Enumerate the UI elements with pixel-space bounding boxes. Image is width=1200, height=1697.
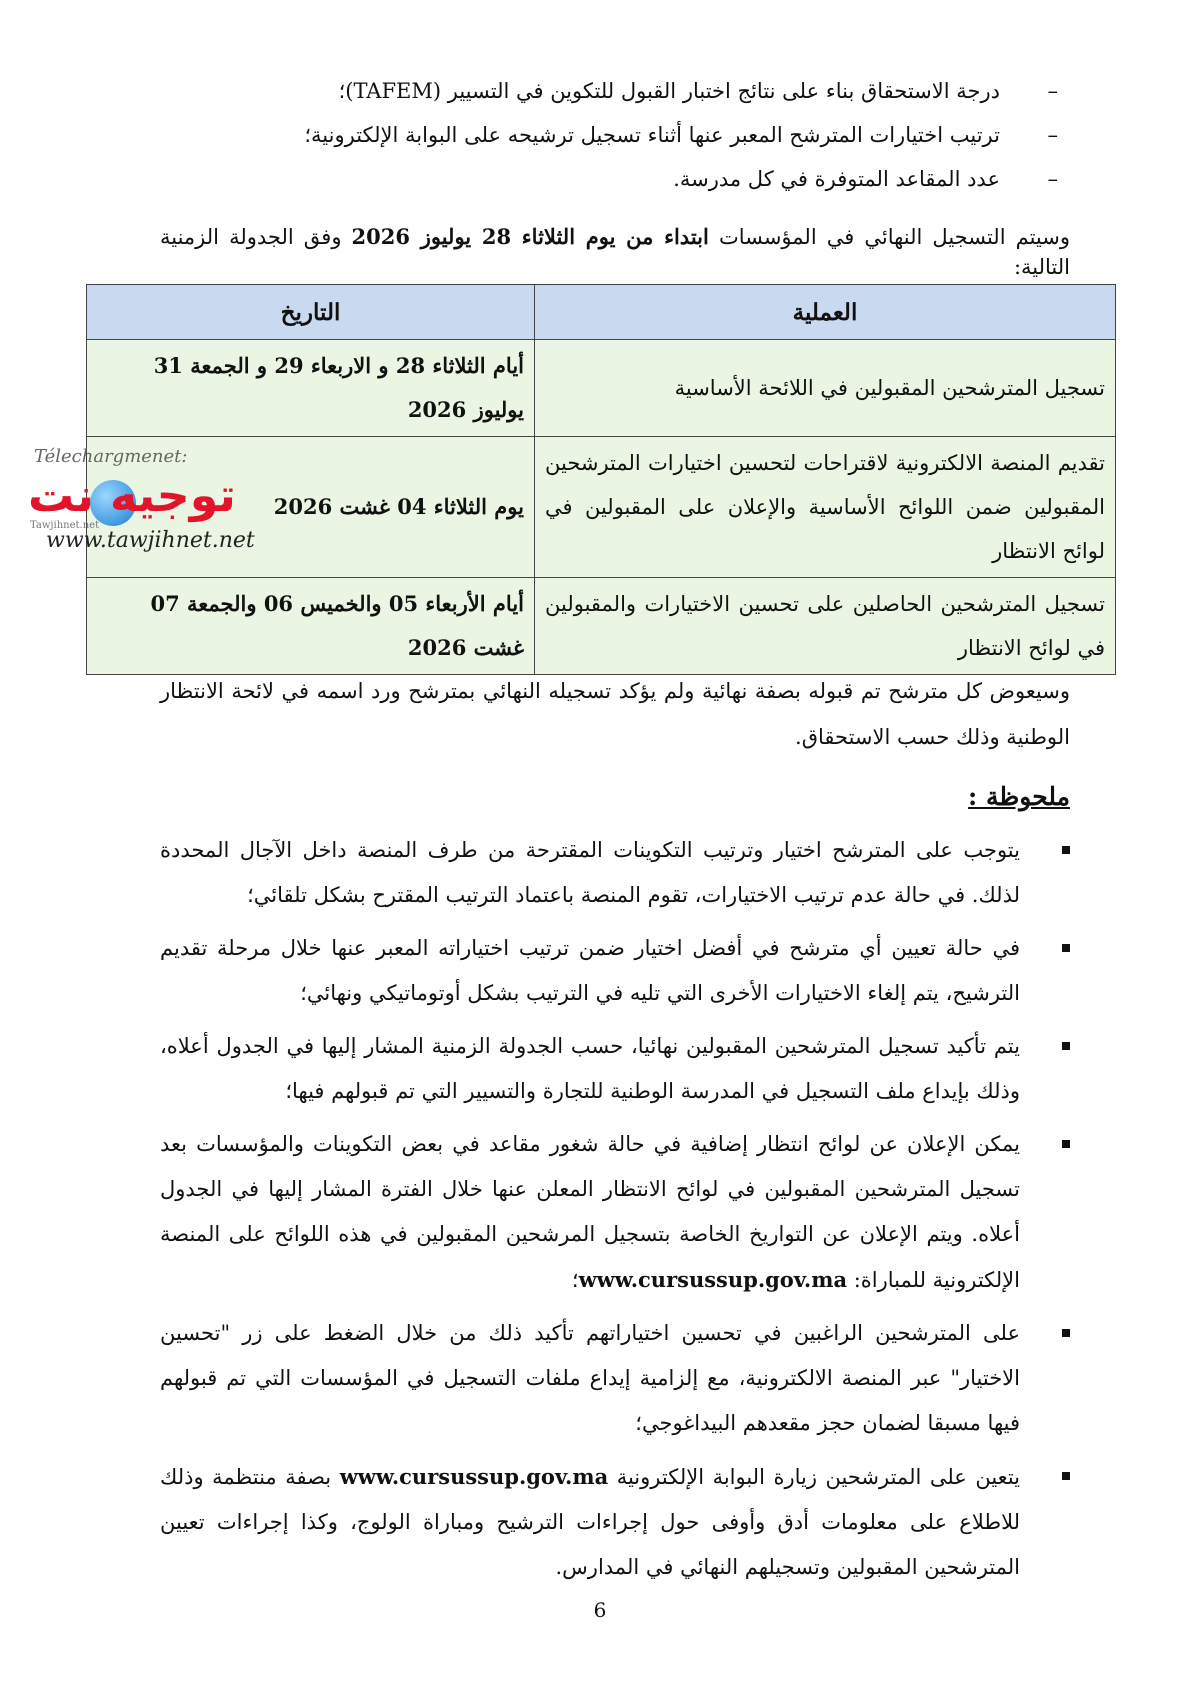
dash-marker: – xyxy=(1047,123,1058,147)
row-date: أيام الأربعاء 05 والخميس 06 والجمعة 07 غشت 2026 xyxy=(87,578,535,675)
dash-marker: – xyxy=(1047,167,1058,191)
header-operation: العملية xyxy=(535,285,1116,340)
bullet-square-icon xyxy=(1062,944,1070,952)
criterion-text: ترتيب اختيارات المترشح المعبر عنها أثناء تسجيل ترشيحه على البوابة الإلكترونية؛ xyxy=(304,123,1000,147)
list-item xyxy=(160,1311,1070,1446)
list-item xyxy=(160,1454,1070,1590)
bullet-square-icon xyxy=(1062,1472,1070,1480)
row-operation: تسجيل المترشحين الحاصلين على تحسين الاختيارات والمقبولين في لوائح الانتظار xyxy=(535,578,1116,675)
schedule-intro xyxy=(160,222,1070,282)
row-operation: تقديم المنصة الالكترونية لاقتراحات لتحسين اختيارات المترشحين المقبولين ضمن اللوائح الأساسية والإعلان على المقبولين في لوائح الانتظار xyxy=(535,437,1116,578)
list-item-text: على المترشحين الراغبين في تحسين اختياراتهم تأكيد ذلك من خلال الضغط على زر "تحسين الاختيار" عبر المنصة الالكترونية، مع إلزامية إيداع ملفات التسجيل في المؤسسات التي تم قبولهم فيها مسبقا لضمان حجز مقعدهم البيداغوجي؛ xyxy=(160,1321,1020,1435)
list-item-tail: ؛ xyxy=(571,1268,579,1292)
bullet-square-icon xyxy=(1062,1140,1070,1148)
list-item-text: يمكن الإعلان عن لوائح انتظار إضافية في حالة شغور مقاعد في بعض التكوينات والمؤسسات بعد تسجيل المترشحين المقبولين في لوائح الانتظار المعلن عنها خلال الفترة المشار إليها في الجدول أعلاه. ويتم الإعلان عن التواريخ الخاصة بتسجيل المرشحين المقبولين في هذه اللوائح على المنصة الإلكترونية للمباراة: xyxy=(160,1132,1020,1292)
table-row xyxy=(87,340,1116,437)
criterion-text: عدد المقاعد المتوفرة في كل مدرسة. xyxy=(673,167,1000,191)
row-date: أيام الثلاثاء 28 و الاربعاء 29 و الجمعة 31 يوليوز 2026 xyxy=(87,340,535,437)
bullet-square-icon xyxy=(1062,846,1070,854)
watermark-url[interactable]: www.tawjihnet.net xyxy=(46,528,255,553)
watermark-small-text: Tawjihnet.net xyxy=(30,520,100,531)
bullet-square-icon xyxy=(1062,1042,1070,1050)
note-title: ملحوظة : xyxy=(968,782,1070,811)
list-item-text: يتم تأكيد تسجيل المترشحين المقبولين نهائيا، حسب الجدولة الزمنية المشار إليها في الجدول أعلاه، وذلك بإيداع ملف التسجيل في المدرسة الوطنية للتجارة والتسيير التي تم قبولهم فيها؛ xyxy=(160,1034,1020,1103)
criterion-1 xyxy=(120,76,1058,106)
list-item-text: يتوجب على المترشح اختيار وترتيب التكوينات المقترحة من طرف المنصة داخل الآجال المحددة لذلك. في حالة عدم ترتيب الاختيارات، تقوم المنصة باعتماد الترتيب المقترح بشكل تلقائي؛ xyxy=(160,838,1020,907)
list-item xyxy=(160,1122,1070,1303)
intro-text: وسيتم التسجيل النهائي في المؤسسات xyxy=(708,225,1071,249)
criterion-2 xyxy=(120,120,1058,150)
portal-link[interactable]: www.cursussup.gov.ma xyxy=(578,1267,848,1292)
list-item-text: في حالة تعيين أي مترشح في أفضل اختيار ضمن ترتيب اختياراته المعبر عنها خلال مرحلة تقديم الترشيح، يتم إلغاء الاختيارات الأخرى التي تليه في الترتيب بشكل أوتوماتيكي ونهائي؛ xyxy=(160,936,1020,1005)
row-operation: تسجيل المترشحين المقبولين في اللائحة الأساسية xyxy=(535,340,1116,437)
bullet-square-icon xyxy=(1062,1329,1070,1337)
table-row xyxy=(87,578,1116,675)
list-item xyxy=(160,926,1070,1016)
note-list xyxy=(160,828,1070,1598)
criterion-3 xyxy=(120,164,1058,194)
intro-bold-date: ابتداء من يوم الثلاثاء 28 يوليوز 2026 xyxy=(351,224,709,249)
list-item xyxy=(160,828,1070,918)
portal-link[interactable]: www.cursussup.gov.ma xyxy=(339,1464,609,1489)
replacement-paragraph: وسيعوض كل مترشح تم قبوله بصفة نهائية ولم يؤكد تسجيله النهائي بمترشح ورد اسمه في لائحة الانتظار الوطنية وذلك حسب الاستحقاق. xyxy=(160,679,1070,749)
page-number: 6 xyxy=(593,1598,607,1622)
row-date: يوم الثلاثاء 04 غشت 2026 xyxy=(87,437,535,578)
list-item-text: يتعين على المترشحين زيارة البوابة الإلكترونية xyxy=(608,1465,1020,1489)
header-date: التاريخ xyxy=(87,285,535,340)
list-item-tail: بصفة منتظمة وذلك للاطلاع على معلومات أدق وأوفى حول إجراءات الترشيح ومباراة الولوج، وكذا إجراءات تعيين المترشحين المقبولين وتسجيلهم النهائي في المدارس. xyxy=(160,1465,1020,1579)
criterion-text: درجة الاستحقاق بناء على نتائج اختبار القبول للتكوين في التسيير (TAFEM)؛ xyxy=(338,79,1000,103)
dash-marker: – xyxy=(1047,79,1058,103)
watermark-logo: توجيه نت xyxy=(28,468,236,522)
intro-text-end: وفق الجدولة الزمنية التالية: xyxy=(160,225,1070,279)
tawjihnet-watermark xyxy=(28,446,278,556)
table-header-row xyxy=(87,285,1116,340)
list-item xyxy=(160,1024,1070,1114)
watermark-caption: Télechargmenet: xyxy=(34,446,188,467)
